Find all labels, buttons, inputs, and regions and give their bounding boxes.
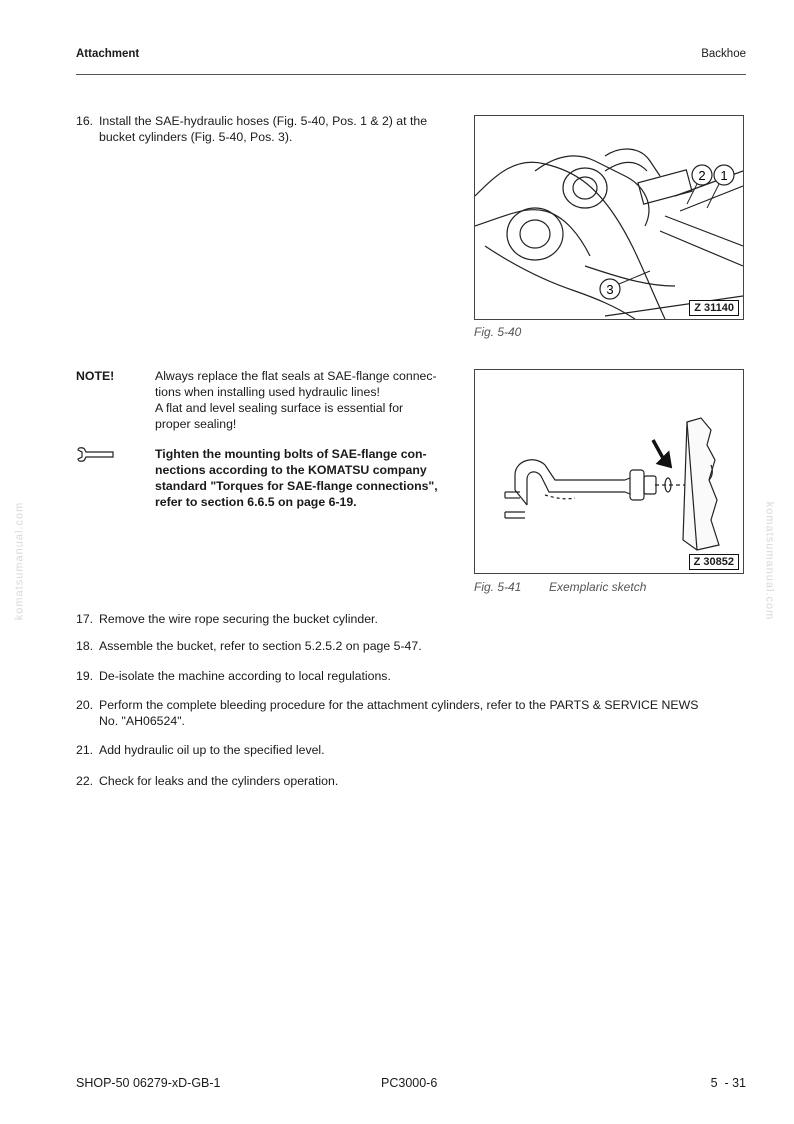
footer-model: PC3000-6 (381, 1076, 438, 1090)
step-number: 21. (76, 743, 94, 757)
sae-flange-sketch (475, 370, 743, 573)
step-number: 17. (76, 612, 94, 626)
step-text-line: Perform the complete bleeding procedure for the attachment cylinders, refer to the PARTS & SERVICE NEWS (99, 698, 699, 712)
callout-2: 2 (698, 168, 706, 183)
step-text-line: No. "AH06524". (99, 714, 185, 728)
step-number: 19. (76, 669, 94, 683)
step-21 (76, 742, 756, 760)
step-number: 16. (76, 114, 94, 128)
note-line: tions when installing used hydraulic lines! (155, 385, 380, 399)
torque-line: standard "Torques for SAE-flange connections", (155, 479, 438, 493)
header-divider (76, 74, 746, 75)
step-19 (76, 668, 756, 686)
figure-5-40 (474, 115, 744, 320)
step-text-line: Add hydraulic oil up to the specified level. (99, 743, 325, 757)
figure-caption-5-40: Fig. 5-40 (474, 325, 522, 339)
figure-caption-5-41: Fig. 5-41 (474, 580, 522, 594)
footer-page-number: 5 - 31 (710, 1076, 746, 1090)
step-text-line: Assemble the bucket, refer to section 5.2.5.2 on page 5-47. (99, 639, 422, 653)
note-line: proper sealing! (155, 417, 237, 431)
note-line: Always replace the flat seals at SAE-flange connec- (155, 369, 437, 383)
step-number: 18. (76, 639, 94, 653)
torque-line: Tighten the mounting bolts of SAE-flange con- (155, 447, 427, 461)
figure-code: Z 30852 (689, 554, 739, 570)
header-chapter-title: Backhoe (701, 48, 746, 60)
step-text-line: De-isolate the machine according to local regulations. (99, 669, 391, 683)
watermark-right: komatsumanual.com (763, 501, 776, 621)
torque-instruction (155, 446, 467, 510)
torque-line: refer to section 6.6.5 on page 6-19. (155, 495, 357, 509)
wrench-icon (76, 446, 116, 462)
step-20 (76, 697, 756, 731)
callout-1: 1 (720, 168, 728, 183)
step-22 (76, 773, 756, 791)
figure-caption-note: Exemplaric sketch (549, 580, 647, 594)
figure-5-41 (474, 369, 744, 574)
step-number: 20. (76, 698, 94, 712)
torque-line: nections according to the KOMATSU company (155, 463, 427, 477)
step-16 (76, 113, 466, 147)
step-text-line: Install the SAE-hydraulic hoses (Fig. 5-40, Pos. 1 & 2) at the (99, 114, 428, 128)
step-text-line: Remove the wire rope securing the bucket cylinder. (99, 612, 378, 626)
step-18 (76, 638, 756, 656)
step-text-line: bucket cylinders (Fig. 5-40, Pos. 3). (99, 130, 293, 144)
step-17 (76, 611, 756, 629)
figure-code: Z 31140 (689, 300, 739, 316)
note-label: NOTE! (76, 369, 115, 383)
watermark-left: komatsumanual.com (13, 501, 26, 621)
header-section-title: Attachment (76, 48, 140, 60)
note-line: A flat and level sealing surface is essential for (155, 401, 404, 415)
note-text (155, 368, 467, 432)
step-text-line: Check for leaks and the cylinders operation. (99, 774, 339, 788)
bucket-cylinder-illustration (475, 116, 743, 319)
footer-doc-number: SHOP-50 06279-xD-GB-1 (76, 1076, 221, 1090)
callout-3: 3 (606, 282, 614, 297)
step-number: 22. (76, 774, 94, 788)
